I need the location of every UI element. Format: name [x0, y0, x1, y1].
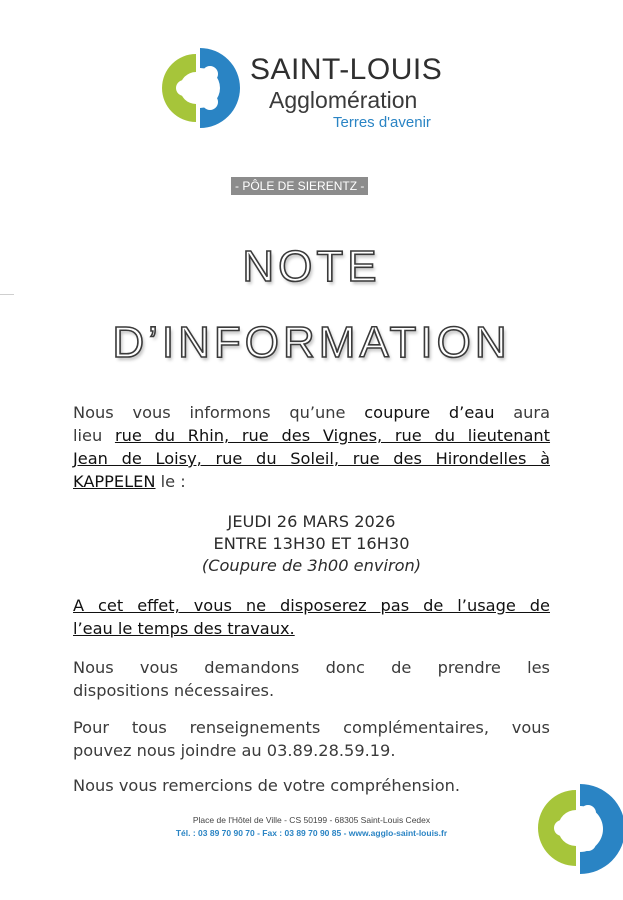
- title-line-2: D’INFORMATION: [112, 318, 511, 367]
- intro-text-1: Nous vous informons qu’une: [73, 403, 365, 422]
- brand-logo: [150, 40, 490, 140]
- notice-paragraph: [73, 594, 550, 640]
- notice-line-2: l’eau le temps des travaux.: [73, 619, 295, 638]
- brand-tagline: Terres d'avenir: [333, 114, 431, 131]
- schedule-time: ENTRE 13H30 ET 16H30: [213, 534, 410, 553]
- scan-mark: [0, 294, 14, 295]
- intro-suffix: le :: [155, 472, 186, 491]
- water-cut-highlight: coupure d’eau: [364, 403, 495, 422]
- intro-text-2: aura: [494, 403, 551, 422]
- contact-paragraph: [73, 716, 550, 762]
- request-line-2: dispositions nécessaires.: [73, 681, 275, 700]
- request-paragraph: [73, 656, 550, 702]
- saint-louis-agglo-corner-icon: [530, 780, 623, 875]
- contact-line-2: pouvez nous joindre au 03.89.28.59.19.: [73, 741, 396, 760]
- notice-line-1: A cet effet, vous ne disposerez pas de l’usage de: [73, 596, 550, 615]
- footer-contacts: Tél. : 03 89 70 90 70 - Fax : 03 89 70 90 85 - www.agglo-saint-louis.fr: [175, 828, 448, 838]
- intro-line-2: [73, 424, 550, 447]
- footer-address: Place de l'Hôtel de Ville - CS 50199 - 68305 Saint-Louis Cedex: [192, 815, 431, 825]
- title-line-1: NOTE: [242, 242, 381, 291]
- town-name: KAPPELEN: [73, 472, 156, 491]
- streets-line-1: rue du Rhin, rue des Vignes, rue du lieutenant: [114, 426, 551, 445]
- streets-line-2: Jean de Loisy, rue du Soleil, rue des Hirondelles à: [73, 449, 550, 468]
- thanks-text: Nous vous remercions de votre compréhension.: [73, 776, 461, 795]
- brand-name: SAINT-LOUIS: [250, 53, 443, 86]
- intro-line-3: [73, 447, 550, 470]
- pole-label: - PÔLE DE SIERENTZ -: [231, 177, 368, 195]
- intro-line-4: [73, 470, 550, 493]
- request-line-1: Nous vous demandons donc de prendre les: [73, 658, 550, 677]
- intro-paragraph: [73, 401, 550, 493]
- saint-louis-agglo-logo-icon: [150, 40, 246, 136]
- intro-line-1: [73, 401, 550, 424]
- schedule-duration: (Coupure de 3h00 environ): [201, 556, 422, 575]
- intro-text-3: lieu: [73, 426, 115, 445]
- schedule-date: JEUDI 26 MARS 2026: [227, 512, 396, 531]
- contact-line-1: Pour tous renseignements complémentaires, vous: [73, 718, 550, 737]
- brand-subtitle: Agglomération: [269, 87, 418, 113]
